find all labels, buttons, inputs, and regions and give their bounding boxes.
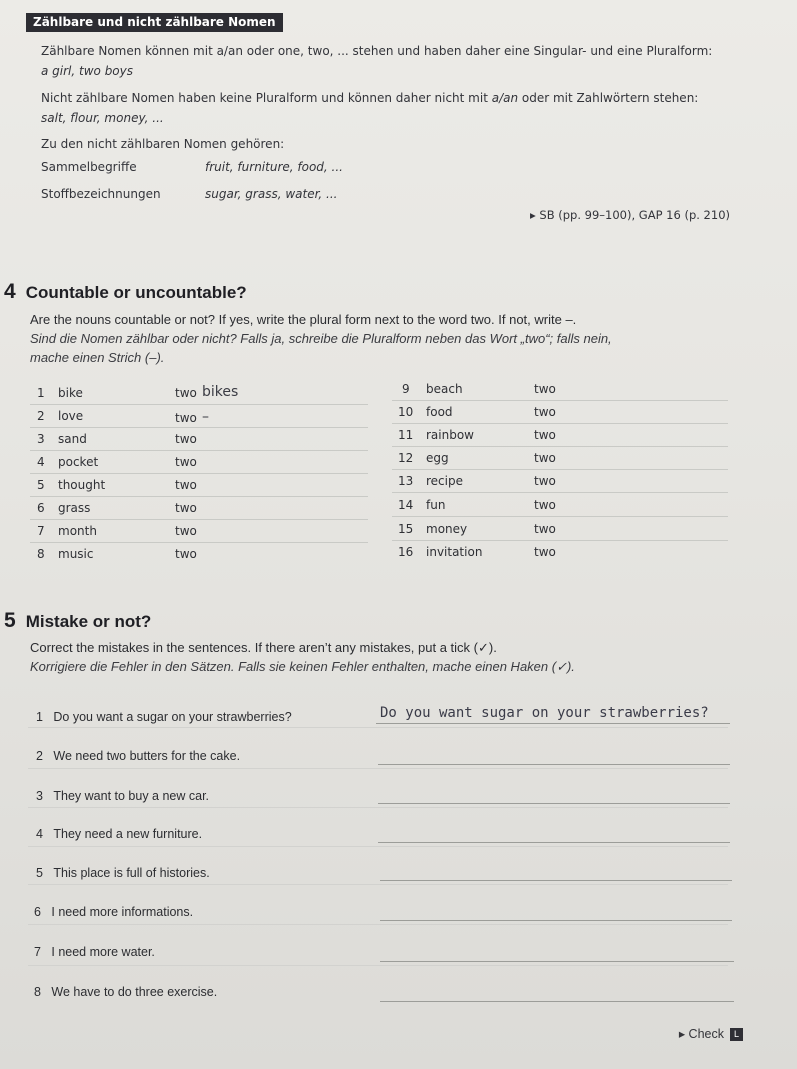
table-row [392, 518, 728, 541]
row-two: two [534, 405, 556, 419]
answer-line[interactable] [380, 920, 732, 921]
answer-line[interactable] [380, 1001, 734, 1002]
table-row [30, 520, 368, 543]
grammar-paragraph-2-start: Nicht zählbare Nomen haben keine Pluralform und können daher nicht mit [41, 91, 492, 105]
row-two: two [175, 411, 197, 425]
row-number: 14 [398, 498, 414, 512]
exercise-4-instruction-en: Are the nouns countable or not? If yes, write the plural form next to the word two. If not, write –. [30, 312, 577, 327]
row-number: 5 [37, 478, 45, 492]
row-number: 8 [37, 547, 45, 561]
item-text: They need a new furniture. [53, 827, 203, 841]
grammar-paragraph-1: Zählbare Nomen können mit a/an oder one, two, ... stehen und haben daher eine Singular- und eine Pluralform: [41, 44, 713, 58]
list-item [36, 789, 209, 803]
row-two: two [175, 455, 197, 469]
row-number: 10 [398, 405, 414, 419]
item-number: 8 [34, 985, 41, 999]
row-divider [28, 924, 728, 925]
exercise-5-heading [4, 609, 151, 633]
row-number: 3 [37, 432, 45, 446]
item-text: Do you want a sugar on your strawberries? [53, 710, 292, 724]
row-two: two [534, 474, 556, 488]
table-row [392, 401, 728, 424]
row-two: two [534, 522, 556, 536]
item-text: This place is full of histories. [53, 866, 210, 880]
row-two: two [534, 451, 556, 465]
answer-line [376, 723, 730, 724]
table-row [30, 382, 368, 405]
grammar-example-1: a girl, two boys [41, 64, 134, 78]
row-two: two [534, 428, 556, 442]
row-two: two [175, 524, 197, 538]
table-row [392, 378, 728, 401]
exercise-5-number: 5 [4, 609, 16, 632]
item-number: 2 [36, 749, 43, 763]
row-word: fun [426, 498, 446, 512]
grammar-term-2: Stoffbezeichnungen [41, 187, 161, 201]
row-two: two [175, 501, 197, 515]
row-two: two [175, 386, 197, 400]
row-word: love [58, 409, 84, 423]
item-text: We need two butters for the cake. [53, 749, 241, 763]
answer-line[interactable] [380, 961, 734, 962]
grammar-examples-2: sugar, grass, water, ... [205, 187, 338, 201]
row-word: sand [58, 432, 87, 446]
item-number: 4 [36, 827, 43, 841]
check-reference [679, 1026, 743, 1041]
exercise-4-instruction-de-2: mache einen Strich (–). [30, 350, 165, 365]
row-number: 11 [398, 428, 414, 442]
row-word: month [58, 524, 97, 538]
table-row [392, 447, 728, 470]
list-item [36, 827, 202, 841]
row-word: money [426, 522, 468, 536]
item-number: 1 [36, 710, 43, 724]
table-row [392, 424, 728, 447]
row-two: two [534, 498, 556, 512]
grammar-term-1: Sammelbegriffe [41, 160, 137, 174]
row-number: 4 [37, 455, 45, 469]
grammar-paragraph-2 [41, 91, 698, 105]
table-row [30, 543, 368, 566]
item-text: I need more informations. [51, 905, 194, 919]
exercise-5-instruction-en: Correct the mistakes in the sentences. If there aren’t any mistakes, put a tick (✓). [30, 640, 497, 655]
row-word: food [426, 405, 453, 419]
list-item [36, 749, 240, 763]
row-divider [28, 807, 728, 808]
row-divider [28, 846, 728, 847]
row-word: music [58, 547, 94, 561]
answer-line[interactable] [378, 764, 730, 765]
list-item [34, 905, 193, 919]
grammar-paragraph-3: Zu den nicht zählbaren Nomen gehören: [41, 137, 285, 151]
table-row [30, 428, 368, 451]
item-text: We have to do three exercise. [51, 985, 218, 999]
table-row [30, 474, 368, 497]
row-two: two [175, 547, 197, 561]
exercise-4-heading [4, 280, 247, 304]
list-item [36, 710, 292, 724]
row-number: 2 [37, 409, 45, 423]
row-divider [28, 768, 728, 769]
exercise-5-title: Mistake or not? [25, 612, 152, 631]
row-two: two [534, 545, 556, 559]
row-two: two [175, 432, 197, 446]
table-row [392, 470, 728, 493]
grammar-example-2: salt, flour, money, ... [41, 111, 164, 125]
row-word: beach [426, 382, 463, 396]
grammar-reference: ▸ SB (pp. 99–100), GAP 16 (p. 210) [530, 208, 730, 222]
row-two: two [534, 382, 556, 396]
row-word: rainbow [426, 428, 474, 442]
list-item [34, 945, 155, 959]
row-word: recipe [426, 474, 463, 488]
row-word: grass [58, 501, 91, 515]
grammar-paragraph-2-italic: a/an [491, 91, 519, 105]
row-divider [28, 727, 728, 728]
row-divider [28, 965, 728, 966]
exercise-4-instruction-de-1: Sind die Nomen zählbar oder nicht? Falls ja, schreibe die Pluralform neben das Wort „two“; falls nein, [30, 331, 612, 346]
table-row [392, 494, 728, 517]
check-label: ▸ Check [678, 1027, 724, 1041]
row-answer[interactable]: bikes [202, 384, 239, 400]
row-word: egg [426, 451, 449, 465]
table-row [392, 541, 728, 564]
table-row [30, 451, 368, 474]
row-word: bike [58, 386, 83, 400]
item-text: I need more water. [51, 945, 155, 959]
answer-field[interactable]: Do you want sugar on your strawberries? [380, 705, 709, 721]
item-text: They want to buy a new car. [53, 789, 210, 803]
answer-line[interactable] [378, 842, 730, 843]
row-word: invitation [426, 545, 483, 559]
item-number: 7 [34, 945, 41, 959]
exercise-5-instruction-de: Korrigiere die Fehler in den Sätzen. Falls sie keinen Fehler enthalten, mache einen Haken (✓). [30, 659, 575, 674]
answer-line[interactable] [378, 803, 730, 804]
row-number: 7 [37, 524, 45, 538]
table-row [30, 497, 368, 520]
row-number: 13 [398, 474, 414, 488]
exercise-4-title: Countable or uncountable? [25, 283, 247, 302]
row-number: 1 [37, 386, 45, 400]
grammar-box-title: Zählbare und nicht zählbare Nomen [26, 13, 283, 32]
item-number: 3 [36, 789, 43, 803]
row-number: 16 [398, 545, 414, 559]
row-number: 15 [398, 522, 414, 536]
row-word: pocket [58, 455, 99, 469]
item-number: 6 [34, 905, 41, 919]
check-icon: L [730, 1028, 743, 1041]
row-two: two [175, 478, 197, 492]
answer-line[interactable] [380, 880, 732, 881]
list-item [34, 985, 217, 999]
row-answer[interactable]: – [202, 409, 209, 425]
row-word: thought [58, 478, 106, 492]
row-number: 9 [402, 382, 410, 396]
row-number: 6 [37, 501, 45, 515]
table-row [30, 405, 368, 428]
row-divider [28, 884, 728, 885]
list-item [36, 866, 210, 880]
grammar-paragraph-2-end: oder mit Zahlwörtern stehen: [518, 91, 699, 105]
exercise-4-number: 4 [4, 280, 16, 303]
item-number: 5 [36, 866, 43, 880]
row-number: 12 [398, 451, 414, 465]
grammar-examples-1: fruit, furniture, food, ... [205, 160, 343, 174]
